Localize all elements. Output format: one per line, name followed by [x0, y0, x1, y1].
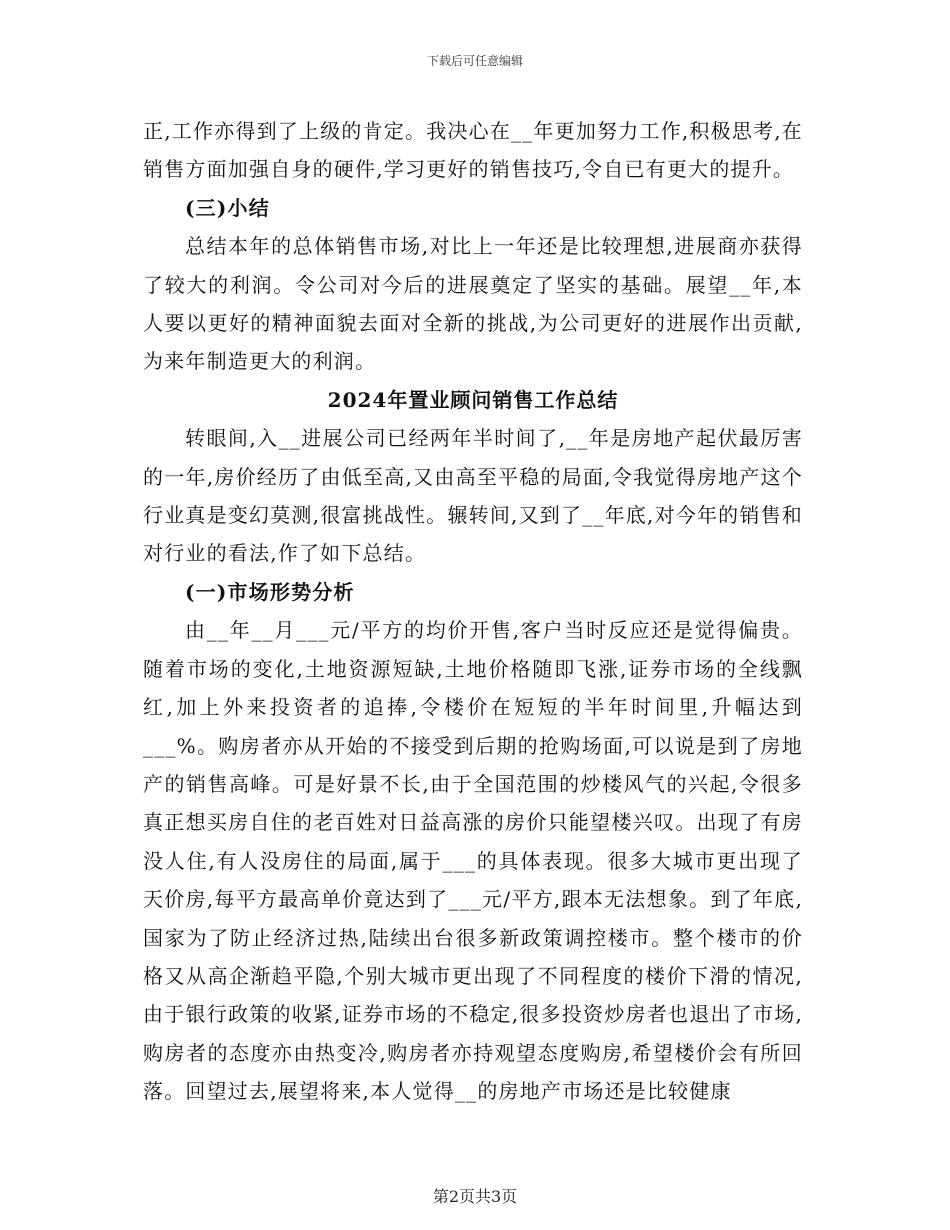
page-footer-number: 第2页共3页	[432, 1187, 518, 1206]
paragraph-summary: 总结本年的总体销售市场,对比上一年还是比较理想,进展商亦获得了较大的利润。令公司对今后的进展奠定了坚实的基础。展望__年,本人要以更好的精神面貌去面对全新的挑战,为公司更好的进展作出贡献,为来年制造更大的利润。	[143, 234, 803, 374]
paragraph-continuation: 正,工作亦得到了上级的肯定。我决心在__年更加努力工作,积极思考,在销售方面加强自身的硬件,学习更好的销售技巧,令自已有更大的提升。	[143, 119, 803, 182]
document-title: 2024年置业顾问销售工作总结	[327, 387, 619, 412]
page-header-note: 下载后可任意编辑	[426, 54, 523, 68]
section-heading-summary: (三)小结	[185, 195, 270, 220]
paragraph-market-analysis: 由__年__月___元/平方的均价开售,客户当时反应还是觉得偏贵。随着市场的变化,土地资源短缺,土地价格随即飞涨,证券市场的全线飘红,加上外来投资者的追捧,令楼价在短短的半年时间里,升幅达到___%。购房者亦从开始的不接受到后期的抢购场面,可以说是到了房地产的销售高峰。可是好景不长,由于全国范围的炒楼风气的兴起,令很多真正想买房自住的老百姓对日益高涨的房价只能望楼兴叹。出现了有房没人住,有人没房住的局面,属于___的具体表现。很多大城市更出现了天价房,每平方最高单价竟达到了___元/平方,跟本无法想象。到了年底,国家为了防止经济过热,陆续出台很多新政策调控楼市。整个楼市的价格又从高企渐趋平隐,个别大城市更出现了不同程度的楼价下滑的情况,由于银行政策的收紧,证券市场的不稳定,很多投资炒房者也退出了市场,购房者的态度亦由热变冷,购房者亦持观望态度购房,希望楼价会有所回落。回望过去,展望将来,本人觉得__的房地产市场还是比较健康	[143, 618, 803, 1104]
section-heading-market-analysis: (一)市场形势分析	[185, 579, 355, 604]
document-body	[143, 112, 803, 1111]
paragraph-intro: 转眼间,入__进展公司已经两年半时间了,__年是房地产起伏最厉害的一年,房价经历了由低至高,又由高至平稳的局面,令我觉得房地产这个行业真是变幻莫测,很富挑战性。辗转间,又到了__年底,对今年的销售和对行业的看法,作了如下总结。	[143, 426, 803, 566]
